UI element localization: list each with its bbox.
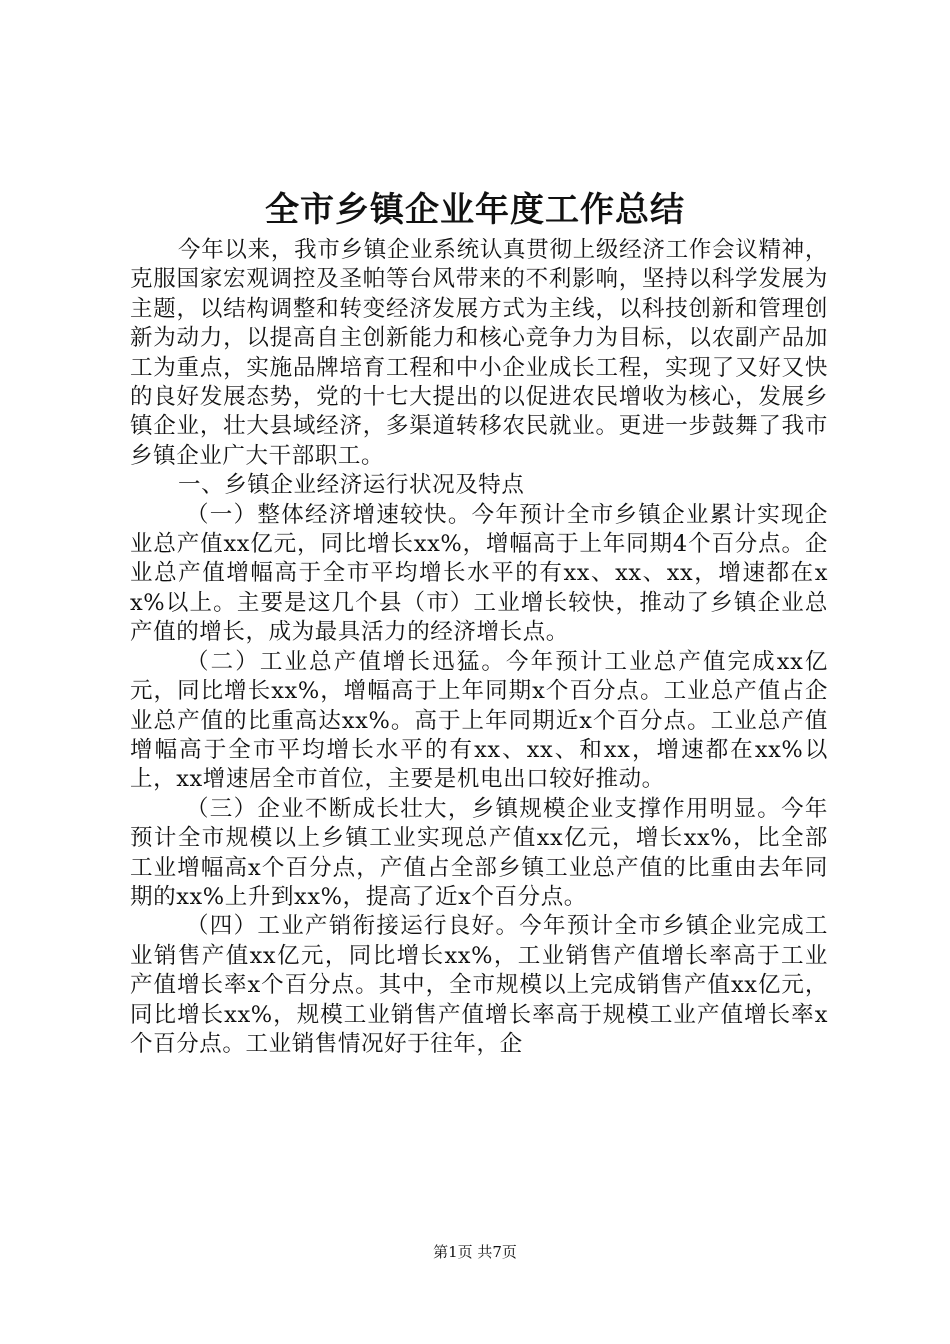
- paragraph-item-2: （二）工业总产值增长迅猛。今年预计工业总产值完成xx亿元，同比增长xx%，增幅高于上年同期x个百分点。工业总产值占企业总产值的比重高达xx%。高于上年同期近x个百分点。工业总产值增幅高于全市平均增长水平的有xx、xx、和xx，增速都在xx%以上，xx增速居全市首位，主要是机电出口较好推动。: [130, 648, 828, 793]
- document-body: [130, 236, 828, 1059]
- paragraph-item-1: （一）整体经济增速较快。今年预计全市乡镇企业累计实现企业总产值xx亿元，同比增长xx%，增幅高于上年同期4个百分点。企业总产值增幅高于全市平均增长水平的有xx、xx、xx，增速都在xx%以上。主要是这几个县（市）工业增长较快，推动了乡镇企业总产值的增长，成为最具活力的经济增长点。: [130, 501, 828, 646]
- paragraph-item-3: （三）企业不断成长壮大，乡镇规模企业支撑作用明显。今年预计全市规模以上乡镇工业实现总产值xx亿元，增长xx%，比全部工业增幅高x个百分点，产值占全部乡镇工业总产值的比重由去年同期的xx%上升到xx%，提高了近x个百分点。: [130, 795, 828, 910]
- page-footer: 第1页 共7页: [433, 1243, 517, 1261]
- paragraph-item-4: （四）工业产销衔接运行良好。今年预计全市乡镇企业完成工业销售产值xx亿元，同比增长xx%，工业销售产值增长率高于工业产值增长率x个百分点。其中，全市规模以上完成销售产值xx亿元，同比增长xx%，规模工业销售产值增长率高于规模工业产值增长率x个百分点。工业销售情况好于往年，企: [130, 913, 828, 1057]
- intro-paragraph: 今年以来，我市乡镇企业系统认真贯彻上级经济工作会议精神，克服国家宏观调控及圣帕等台风带来的不利影响，坚持以科学发展为主题，以结构调整和转变经济发展方式为主线，以科技创新和管理创新为动力，以提高自主创新能力和核心竞争力为目标，以农副产品加工为重点，实施品牌培育工程和中小企业成长工程，实现了又好又快的良好发展态势，党的十七大提出的以促进农民增收为核心，发展乡镇企业，壮大县域经济，多渠道转移农民就业。更进一步鼓舞了我市乡镇企业广大干部职工。: [130, 237, 828, 469]
- document-title: 全市乡镇企业年度工作总结: [265, 190, 685, 230]
- section-heading: 一、乡镇企业经济运行状况及特点: [178, 472, 525, 499]
